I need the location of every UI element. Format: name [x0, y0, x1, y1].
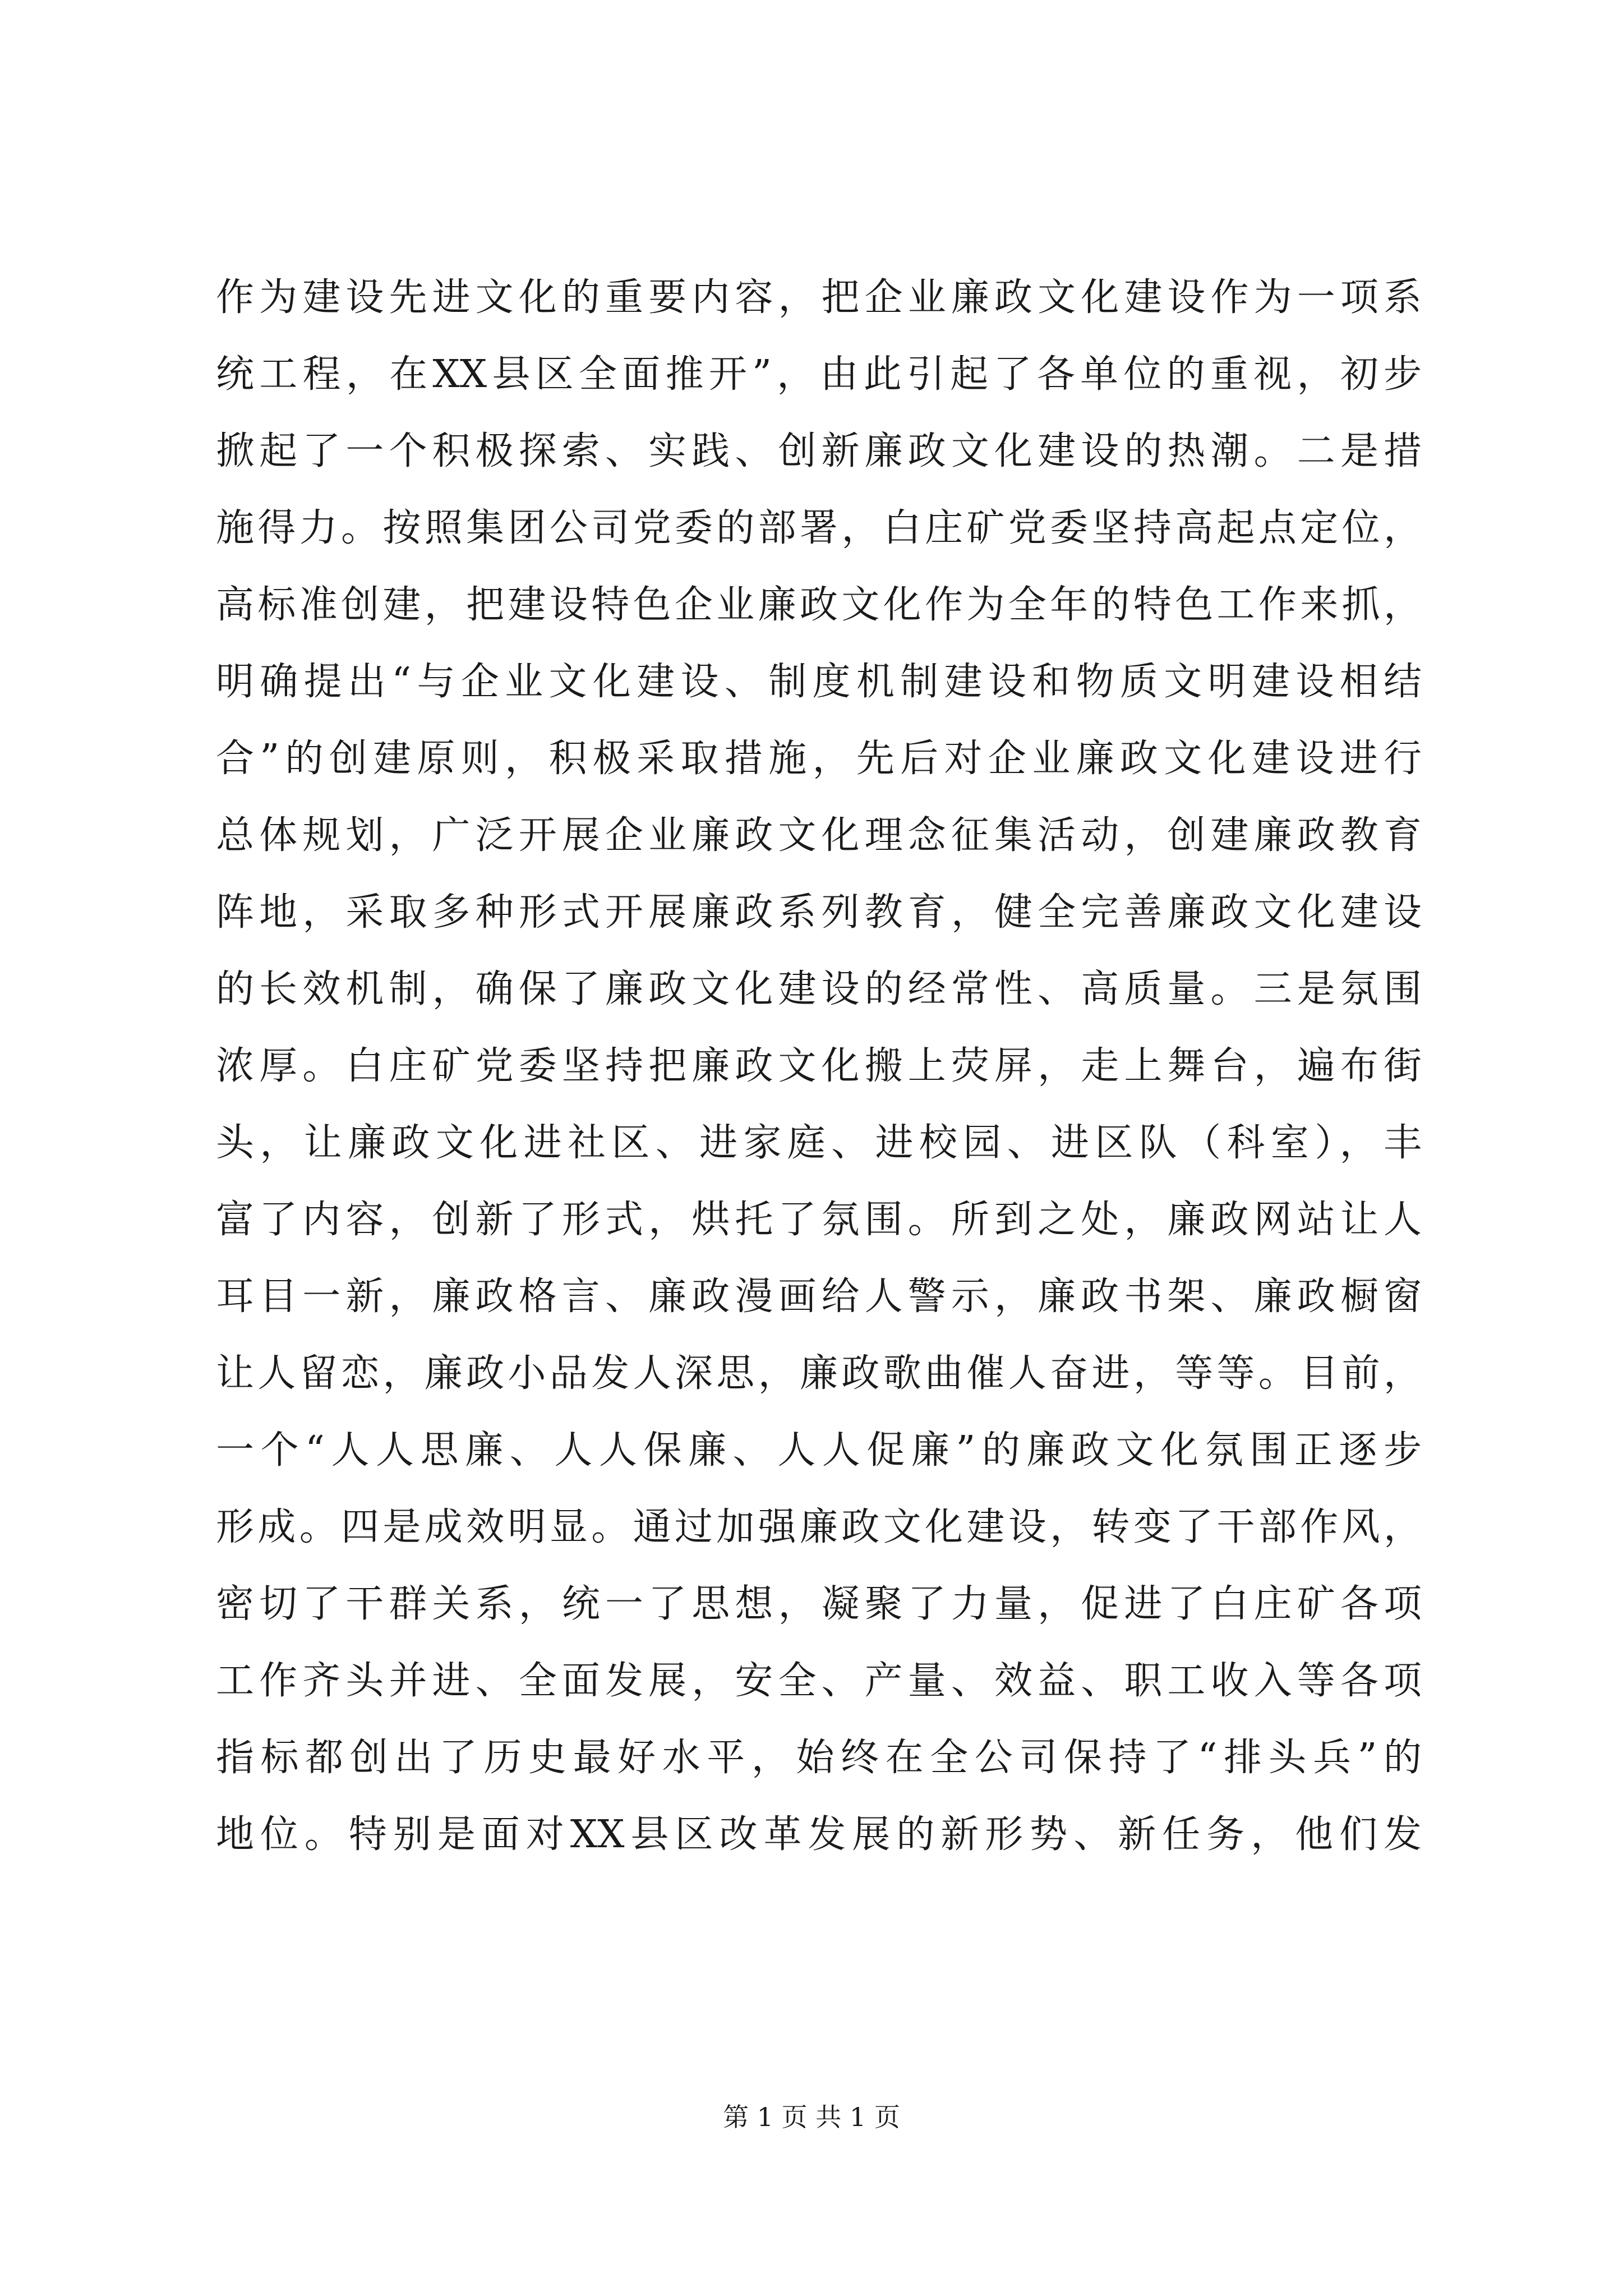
text-line: 密切了干群关系，统一了思想，凝聚了力量，促进了白庄矿各项 [216, 1582, 1422, 1626]
text-line: 头，让廉政文化进社区、进家庭、进校园、进区队（科室），丰 [216, 1121, 1422, 1165]
text-line: 让人留恋，廉政小品发人深思，廉政歌曲催人奋进，等等。目前， [216, 1351, 1422, 1396]
text-line: 阵地，采取多种形式开展廉政系列教育，健全完善廉政文化建设 [216, 890, 1422, 935]
text-line: 统工程，在XX县区全面推开”，由此引起了各单位的重视，初步 [216, 352, 1422, 397]
text-line: 的长效机制，确保了廉政文化建设的经常性、高质量。三是氛围 [216, 967, 1422, 1011]
body-paragraph [216, 259, 1422, 1873]
text-line: 浓厚。白庄矿党委坚持把廉政文化搬上荧屏，走上舞台，遍布街 [216, 1044, 1422, 1088]
text-line: 耳目一新，廉政格言、廉政漫画给人警示，廉政书架、廉政橱窗 [216, 1274, 1422, 1319]
text-line: 指标都创出了历史最好水平，始终在全公司保持了“排头兵”的 [216, 1736, 1422, 1780]
text-line: 地位。特别是面对XX县区改革发展的新形势、新任务，他们发 [216, 1812, 1422, 1857]
text-line: 高标准创建，把建设特色企业廉政文化作为全年的特色工作来抓， [216, 583, 1422, 627]
page-footer: 第 1 页 共 1 页 [723, 2102, 900, 2132]
text-line: 施得力。按照集团公司党委的部署，白庄矿党委坚持高起点定位， [216, 506, 1422, 550]
text-line: 总体规划，广泛开展企业廉政文化理念征集活动，创建廉政教育 [216, 813, 1422, 858]
text-line: 明确提出“与企业文化建设、制度机制建设和物质文明建设相结 [216, 660, 1422, 704]
text-line: 形成。四是成效明显。通过加强廉政文化建设，转变了干部作风， [216, 1505, 1422, 1549]
text-line: 掀起了一个积极探索、实践、创新廉政文化建设的热潮。二是措 [216, 429, 1422, 473]
text-line: 作为建设先进文化的重要内容，把企业廉政文化建设作为一项系 [216, 275, 1422, 320]
text-line: 工作齐头并进、全面发展，安全、产量、效益、职工收入等各项 [216, 1659, 1422, 1703]
text-line: 一个“人人思廉、人人保廉、人人促廉”的廉政文化氛围正逐步 [216, 1428, 1422, 1473]
text-line: 合”的创建原则，积极采取措施，先后对企业廉政文化建设进行 [216, 737, 1422, 781]
text-line: 富了内容，创新了形式，烘托了氛围。所到之处，廉政网站让人 [216, 1198, 1422, 1242]
